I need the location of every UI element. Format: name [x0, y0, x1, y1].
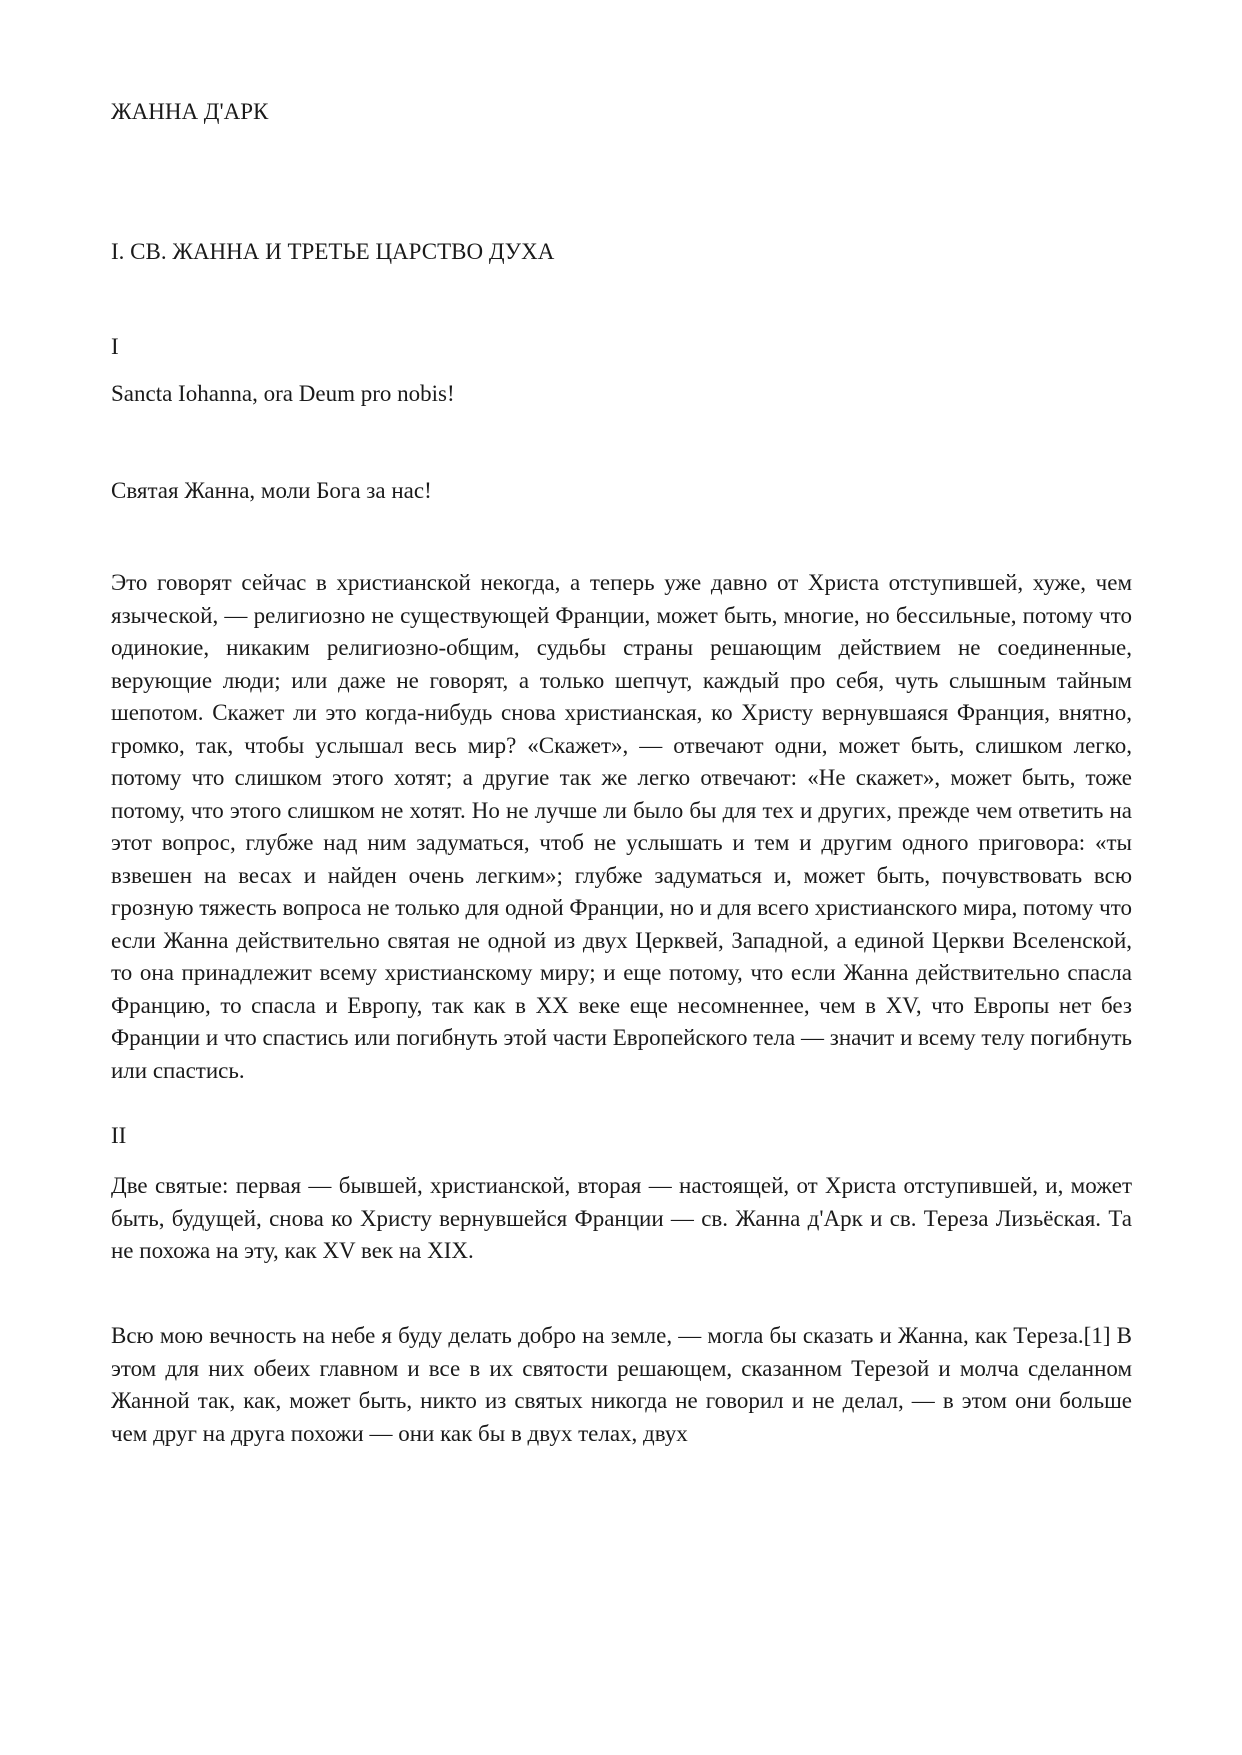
epigraph-russian: Святая Жанна, моли Бога за нас!	[111, 478, 432, 503]
epigraph-latin: Sancta Iohanna, ora Deum pro nobis!	[111, 381, 455, 406]
chapter-heading: I. СВ. ЖАННА И ТРЕТЬЕ ЦАРСТВО ДУХА	[111, 239, 555, 264]
section-number-2: II	[111, 1123, 127, 1148]
section-number-1: I	[111, 334, 119, 359]
section-2-paragraph-2: Всю мою вечность на небе я буду делать добро на земле, — могла бы сказать и Жанна, как Тереза.[1] В этом для них обеих главном и все в их святости решающем, сказанном Терезой и молча сделанном Жанной так, как, может быть, никто из святых никогда не говорил и не делал, — в этом они больше чем друг на друга похожи — они как бы в двух телах, двух	[111, 1323, 1132, 1446]
section-2-paragraph-1: Две святые: первая — бывшей, христианской, вторая — настоящей, от Христа отступившей, и, может быть, будущей, снова ко Христу вернувшейся Франции — св. Жанна д'Арк и св. Тереза Лизьёская. Та не похожа на эту, как XV век на XIX.	[111, 1173, 1132, 1263]
document-title: ЖАННА Д'АРК	[111, 99, 269, 124]
section-1-paragraph: Это говорят сейчас в христианской некогда, а теперь уже давно от Христа отступившей, хуже, чем языческой, — религиозно не существующей Франции, может быть, многие, но бессильные, потому что одинокие, никаким религиозно-общим, судьбы страны решающим действием не соединенные, верующие люди; или даже не говорят, а только шепчут, каждый про себя, чуть слышным тайным шепотом. Скажет ли это когда-нибудь снова христианская, ко Христу вернувшаяся Франция, внятно, громко, так, чтобы услышал весь мир? «Скажет», — отвечают одни, может быть, слишком легко, потому что слишком этого хотят; а другие так же легко отвечают: «Не скажет», может быть, тоже потому, что этого слишком не хотят. Но не лучше ли было бы для тех и других, прежде чем ответить на этот вопрос, глубже над ним задуматься, чтоб не услышать и тем и другим одного приговора: «ты взвешен на весах и найден очень легким»; глубже задуматься и, может быть, почувствовать всю грозную тяжесть вопроса не только для одной Франции, но и для всего христианского мира, потому что если Жанна действительно святая не одной из двух Церквей, Западной, а единой Церкви Вселенской, то она принадлежит всему христианскому миру; и еще потому, что если Жанна действительно спасла Францию, то спасла и Европу, так как в XX веке еще несомненнее, чем в XV, что Европы нет без Франции и что спастись или погибнуть этой части Европейского тела — значит и всему телу погибнуть или спастись.	[111, 570, 1132, 1083]
